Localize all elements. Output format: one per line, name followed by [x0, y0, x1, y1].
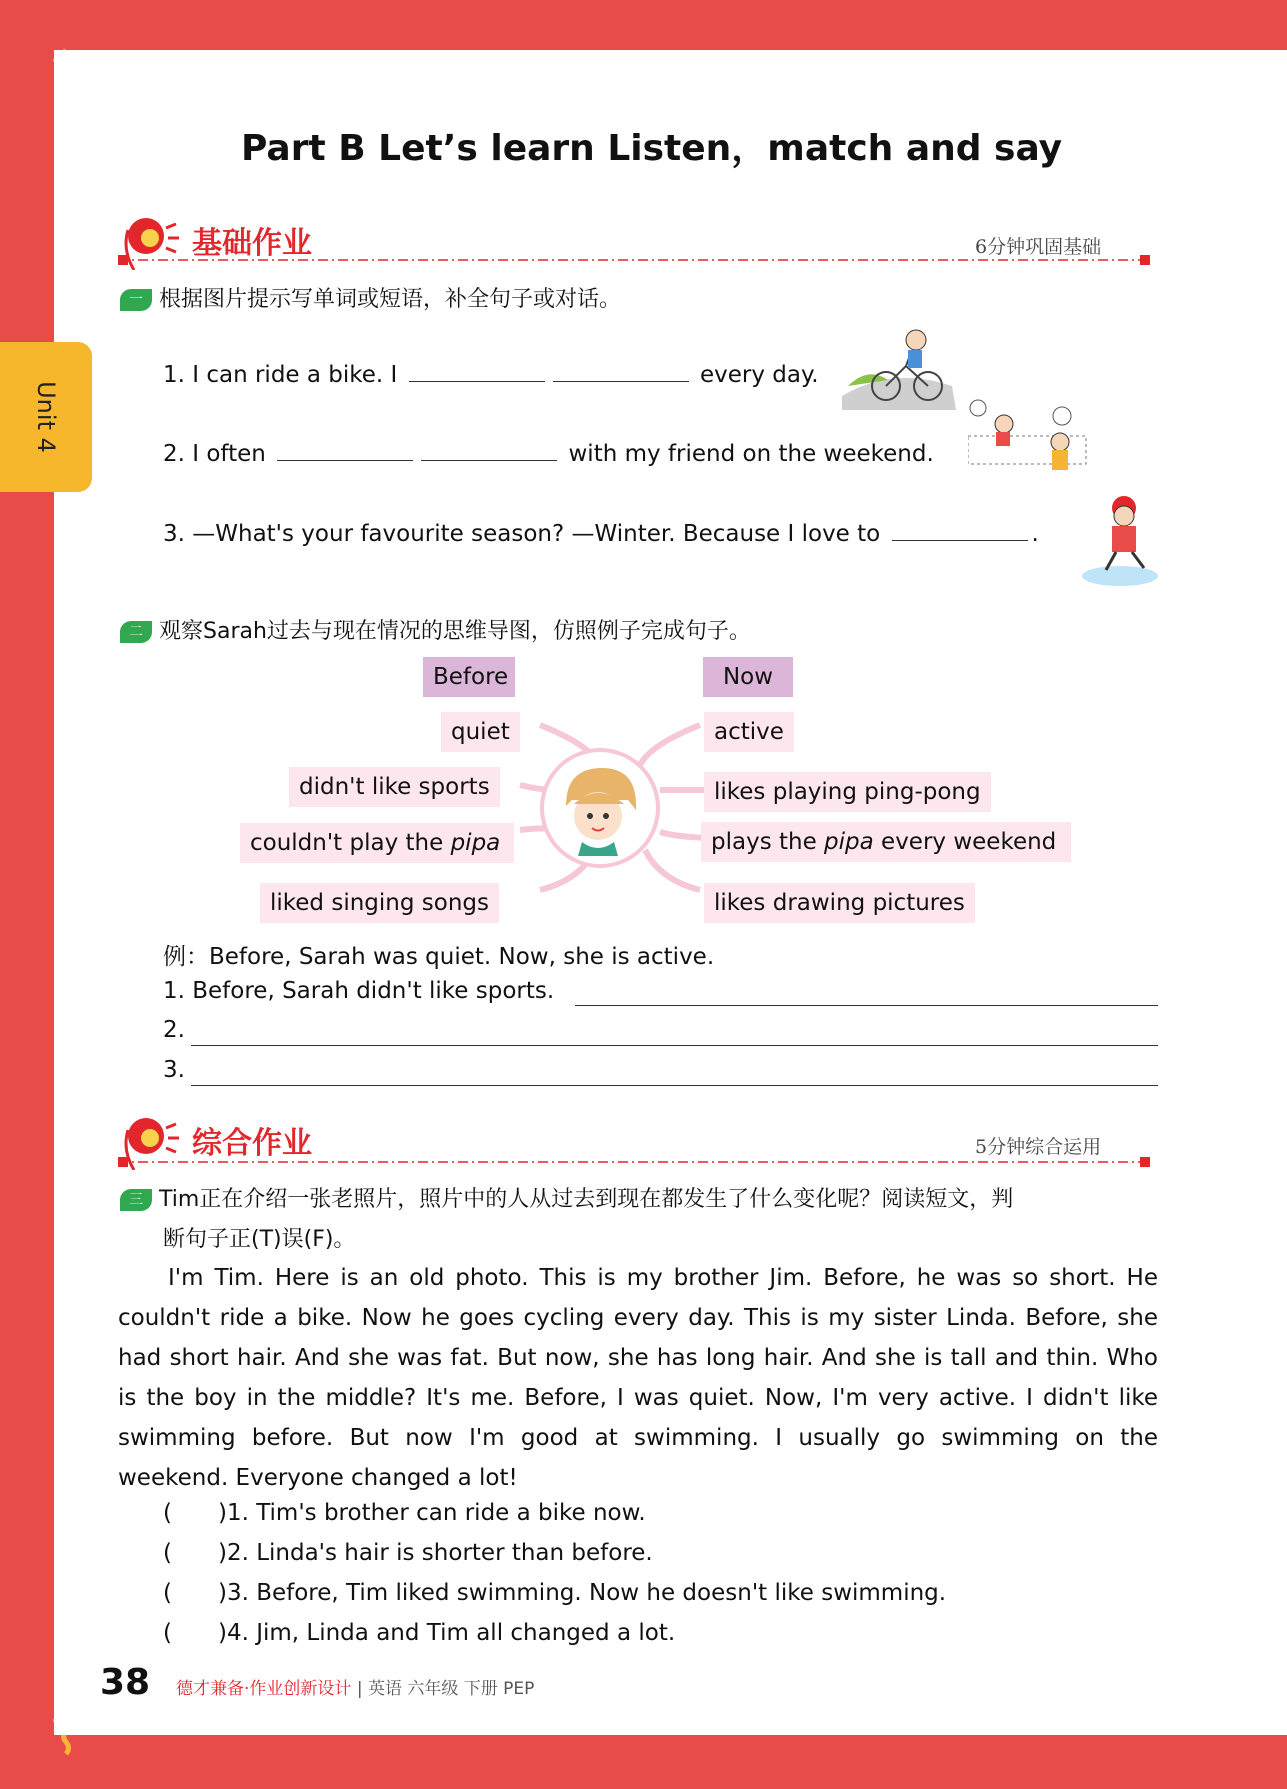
exercise-badge: 一	[120, 289, 152, 311]
exercise1-sentence-3: 3. —What's your favourite season? —Winter. Because I love to .	[163, 521, 1039, 547]
exercise2-example: 例：Before, Sarah was quiet. Now, she is active.	[163, 944, 715, 970]
tf-question[interactable]: ( )3. Before, Tim liked swimming. Now he doesn't like swimming.	[163, 1580, 947, 1606]
exercise-badge: 三	[120, 1189, 152, 1211]
sarah-avatar	[538, 746, 662, 870]
tf-question[interactable]: ( )4. Jim, Linda and Tim all changed a lot.	[163, 1620, 676, 1646]
footer-series	[176, 1674, 534, 1699]
instruction-text: Tim正在介绍一张老照片，照片中的人从过去到现在都发生了什么变化呢？阅读短文，判	[159, 1187, 1014, 1212]
section-title-comprehensive: 综合作业	[192, 1126, 312, 1161]
exercise3-instruction-cont: 断句子正(T)误(F)。	[163, 1227, 356, 1252]
section-time-comprehensive: 5分钟综合运用	[975, 1136, 1102, 1158]
now-item: active	[704, 712, 794, 752]
unit-tab-label: Unit 4	[32, 381, 60, 453]
exercise1-sentence-1: 1. I can ride a bike. I every day.	[163, 362, 819, 388]
exercise1-instruction	[120, 282, 621, 313]
instruction-text: 观察Sarah过去与现在情况的思维导图，仿照例子完成句子。	[159, 619, 751, 644]
exercise2-question-1: 1. Before, Sarah didn't like sports.	[163, 978, 555, 1004]
footer-series-name: 德才兼备·作业创新设计	[176, 1679, 352, 1699]
badminton-illustration	[968, 398, 1088, 494]
exercise2-question-2: 2.	[163, 1017, 185, 1043]
answer-blank[interactable]	[892, 539, 1028, 541]
cycling-illustration	[838, 326, 960, 412]
footer-subject: | 英语 六年级 下册 PEP	[356, 1679, 535, 1699]
before-item: liked singing songs	[260, 883, 499, 923]
exercise3-instruction	[120, 1182, 1013, 1213]
answer-blank[interactable]	[421, 459, 557, 461]
now-item: likes playing ping-pong	[704, 772, 991, 812]
skating-illustration	[1080, 488, 1160, 590]
before-item: quiet	[441, 712, 520, 752]
bell-icon	[126, 218, 179, 270]
now-item: plays the pipa every weekend	[701, 822, 1071, 862]
exercise2-instruction	[120, 614, 751, 645]
section-time-basic: 6分钟巩固基础	[975, 236, 1102, 258]
reading-passage	[118, 1258, 1158, 1498]
page-title: Part B Let’s learn Listen，match and say	[241, 128, 1063, 169]
exercise1-sentence-2: 2. I often with my friend on the weekend.	[163, 441, 934, 467]
answer-blank[interactable]	[409, 380, 545, 382]
now-label: Now	[703, 657, 793, 697]
passage-text: I'm Tim. Here is an old photo. This is my brother Jim. Before, he was so short. He couldn't ride a bike. Now he goes cycling every day. This is my sister Linda. Before, she had short hair. And she was fat. But now, she has long hair. And she is tall and thin. Who is the boy in the middle? It's me. Before, I was quiet. Now, I'm very active. I didn't like swimming before. But now I'm good at swimming. I usually go swimming on the weekend. Everyone changed a lot!	[118, 1265, 1158, 1491]
exercise-badge: 二	[120, 621, 152, 643]
before-item: couldn't play the pipa	[240, 823, 514, 863]
unit-tab	[0, 342, 92, 492]
answer-line[interactable]	[191, 1085, 1158, 1086]
now-item: likes drawing pictures	[704, 883, 975, 923]
tf-question[interactable]: ( )2. Linda's hair is shorter than before.	[163, 1540, 653, 1566]
answer-blank[interactable]	[553, 380, 689, 382]
answer-line[interactable]	[191, 1045, 1158, 1046]
page-number: 38	[100, 1662, 151, 1703]
before-item: didn't like sports	[289, 767, 500, 807]
answer-line[interactable]	[575, 1005, 1158, 1006]
before-label: Before	[423, 657, 515, 697]
section-title-basic: 基础作业	[192, 226, 312, 261]
answer-blank[interactable]	[277, 459, 413, 461]
tf-question[interactable]: ( )1. Tim's brother can ride a bike now.	[163, 1500, 646, 1526]
exercise2-question-3: 3.	[163, 1057, 185, 1083]
instruction-text: 根据图片提示写单词或短语，补全句子或对话。	[159, 287, 622, 312]
